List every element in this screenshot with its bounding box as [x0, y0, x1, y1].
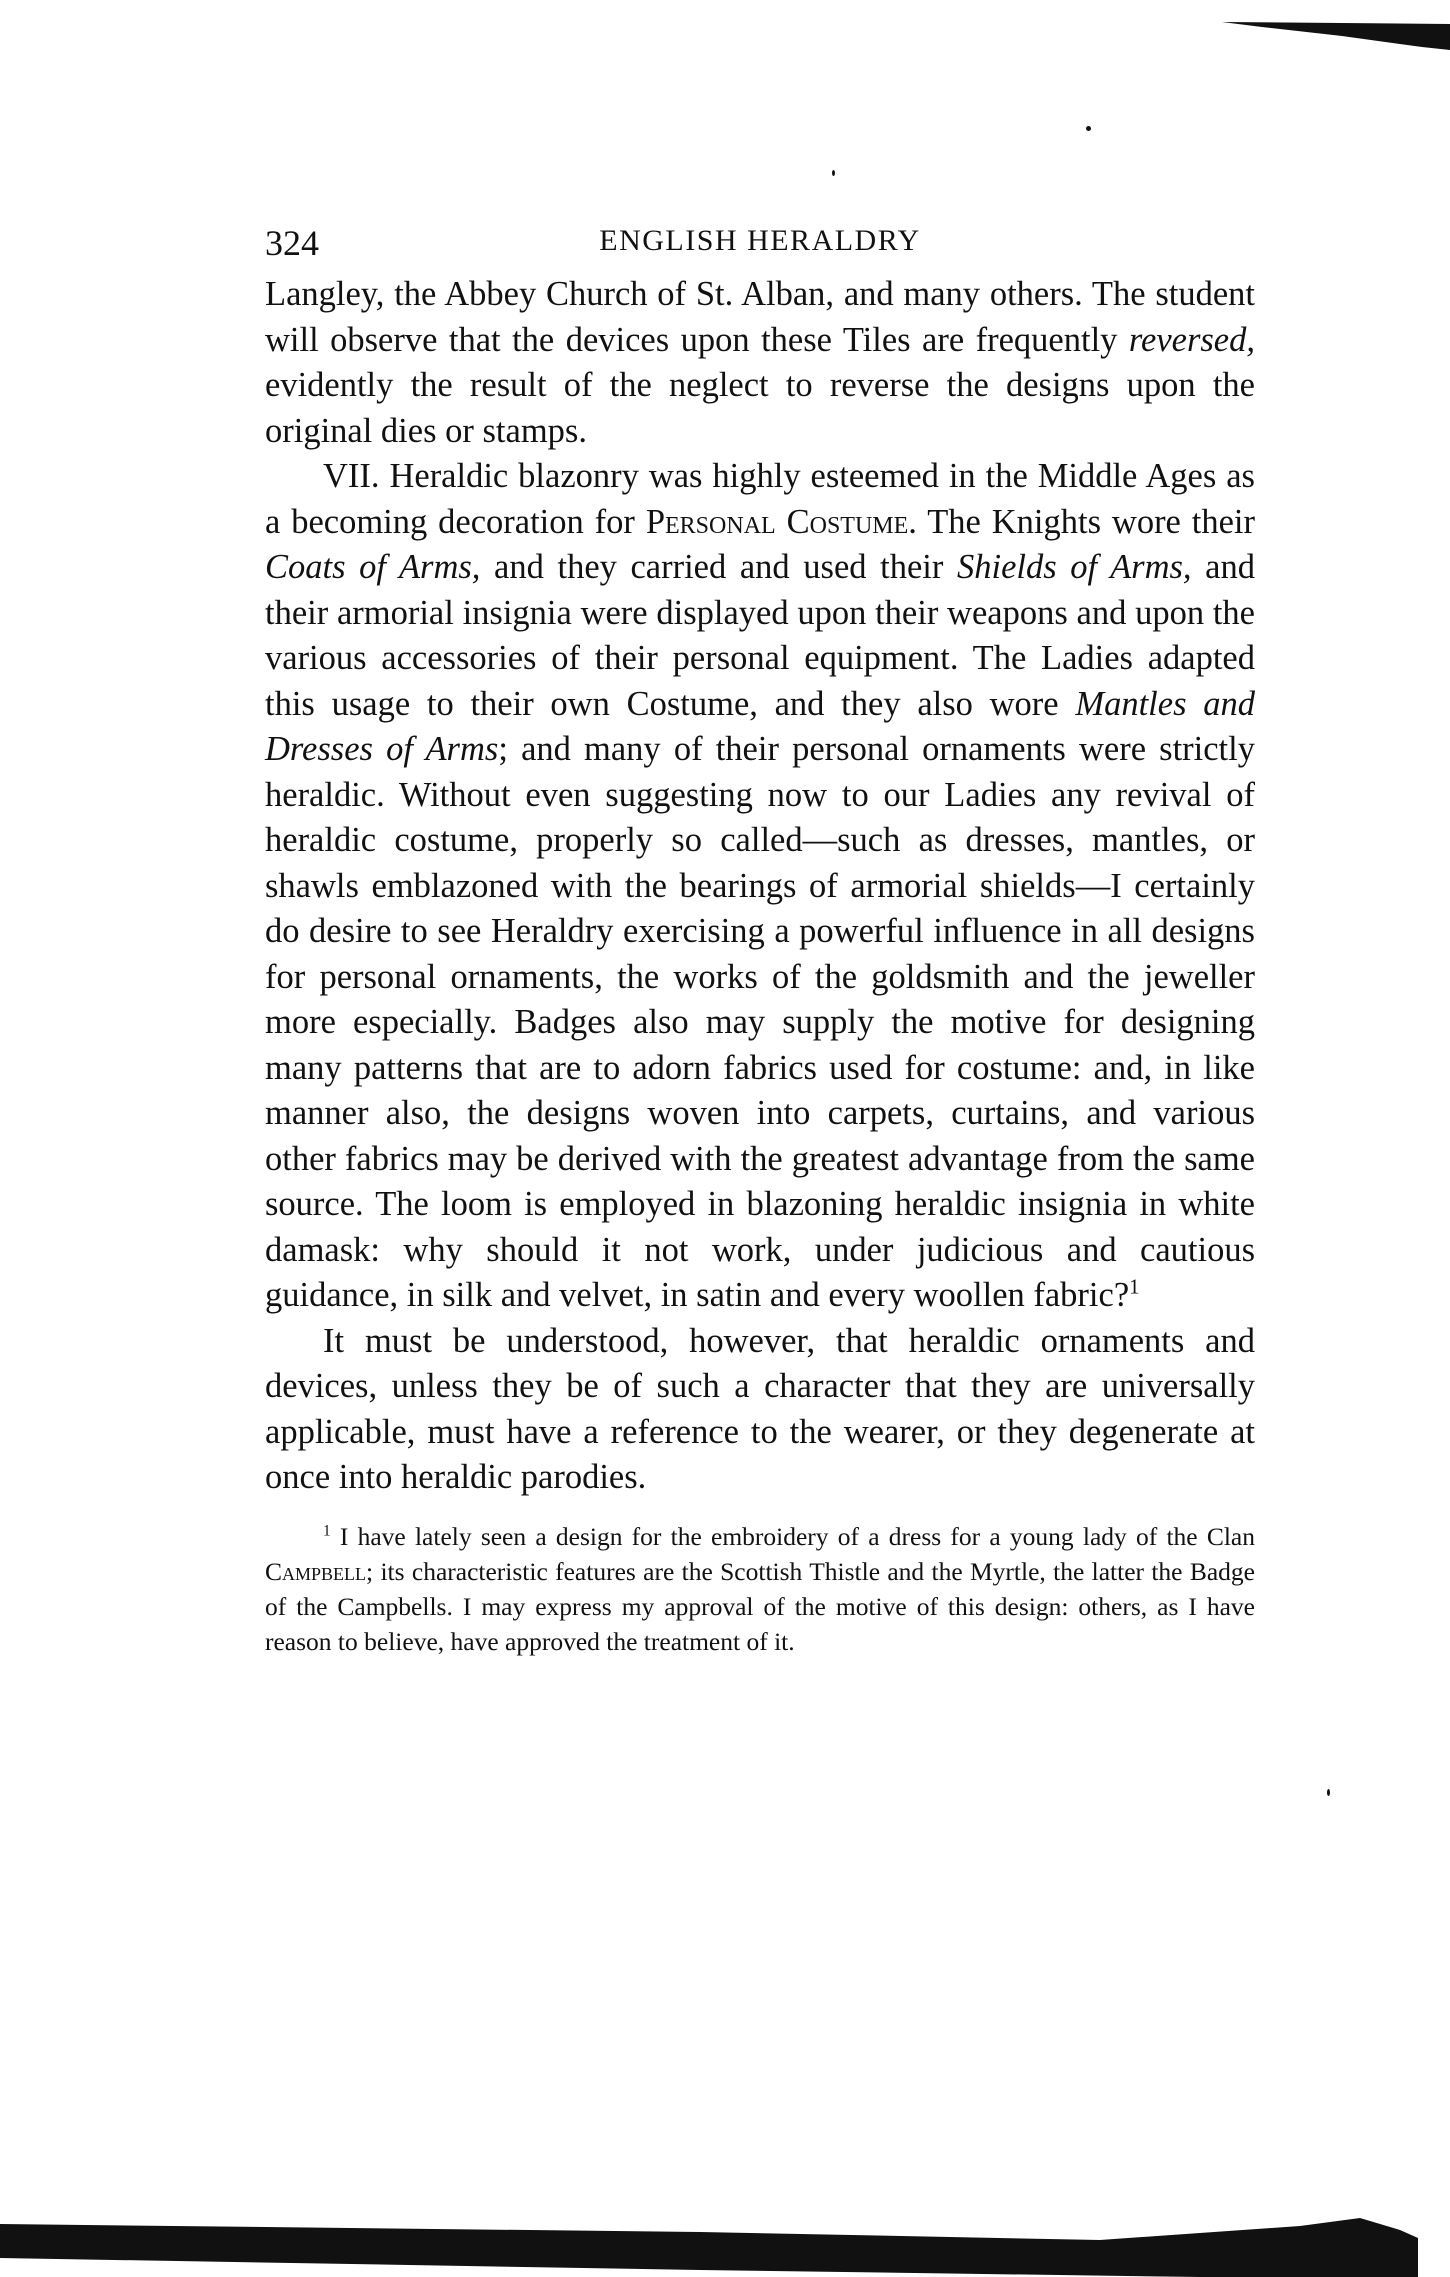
text-run: Langley, the Abbey Church of St. Alban, and many others. The student will observe that the devices upon these Tiles are frequently — [265, 275, 1255, 359]
text-run: evidently the result of the neglect to reverse the designs upon the original dies or stamps. — [265, 366, 1255, 450]
italic-text: Coats of Arms, — [265, 548, 481, 586]
paragraph — [265, 454, 1255, 1319]
text-run: I have lately seen a design for the embroidery of a dress for a young lady of the Clan — [330, 1521, 1255, 1551]
scan-speck — [832, 170, 835, 176]
footnotes — [265, 1519, 1255, 1659]
paragraph — [265, 272, 1255, 454]
small-caps-text: Personal Costume. — [645, 502, 917, 541]
scan-speck — [1327, 1789, 1330, 1796]
paragraph — [265, 1319, 1255, 1501]
running-head: ENGLISH HERALDRY — [599, 224, 921, 257]
footnote-reference[interactable]: 1 — [1129, 1276, 1140, 1299]
scan-edge-artifact-top — [1222, 22, 1450, 52]
page-number: 324 — [265, 223, 319, 263]
text-run: ; and many of their personal ornaments were strictly heraldic. Without even suggesting now to our Ladies any revival of heraldic costume, properly so called—such as dresses, mantles, or shawls emblazoned with the bearings of armorial shields—I certainly do desire to see Heraldry exercising a powerful influence in all designs for personal ornaments, the works of the goldsmith and the jeweller more especially. Badges also may supply the motive for designing many patterns that are to adorn fabrics used for costume: and, in like manner also, the designs woven into carpets, curtains, and various other fabrics may be derived with the greatest advantage from the same source. The loom is employed in blazoning heraldic insignia in white damask: why should it not work, under judicious and cautious guidance, in silk and velvet, in satin and every woollen fabric? — [265, 730, 1255, 1314]
text-run: VII. Heraldic blazonry was highly esteemed in the Middle Ages as a becoming decoration for — [265, 457, 1255, 541]
text-run: The Knights wore their — [916, 502, 1256, 541]
footnote — [265, 1519, 1255, 1659]
text-run: and their armorial insignia were displayed upon their weapons and upon the various accessories of their personal equipment. The Ladies adapted this usage to their own Costume, and they also wore — [265, 548, 1255, 723]
small-caps-text: Campbell — [265, 1556, 367, 1586]
scan-speck — [1086, 126, 1091, 131]
italic-text: reversed, — [1128, 320, 1255, 359]
book-page — [265, 222, 1255, 1659]
text-run: and they carried and used their — [480, 548, 957, 586]
body-text — [265, 272, 1255, 1501]
italic-text: Mantles and Dresses of Arms — [265, 684, 1256, 768]
footnote-marker: 1 — [323, 1522, 331, 1539]
italic-text: Shields of Arms, — [956, 548, 1192, 586]
page-header — [265, 222, 1255, 270]
text-run: It must be understood, however, that heraldic ornaments and devices, unless they be of such a character that they are universally applicable, must have a reference to the wearer, or they degenerate at once into heraldic parodies. — [265, 1321, 1255, 1496]
text-run: ; its characteristic features are the Scottish Thistle and the Myrtle, the latter the Badge of the Campbells. I may express my approval of the motive of this design: others, as I have reason to believe, have approved the treatment of it. — [265, 1556, 1255, 1656]
scan-edge-artifact-bottom — [0, 2210, 1450, 2277]
